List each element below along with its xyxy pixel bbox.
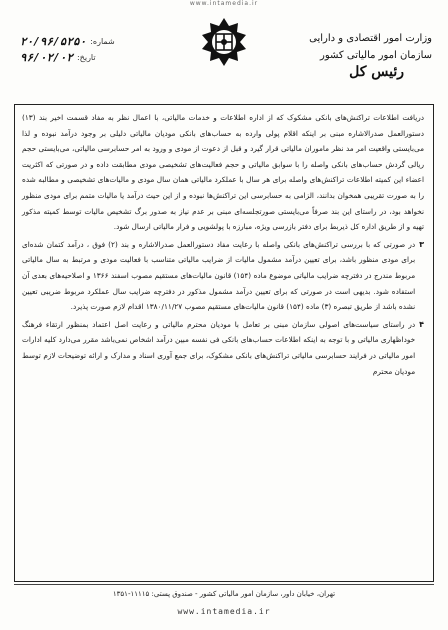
letter-date: ۹۶/۰۲/۰۲ <box>20 51 73 64</box>
date-label: تاریخ: <box>76 53 96 62</box>
numbered-item <box>22 237 424 315</box>
footer-divider <box>14 584 434 585</box>
letter-meta <box>20 34 140 66</box>
body-paragraph: دریافت اطلاعات تراکنش‌های بانکی مشکوک که از اداره اطلاعات و خدمات مالیاتی، با اعمال نظر به مفاد قسمت اخیر بند (۱۳) دستورالعمل صدرالاشاره مبنی بر اینکه اقلام پولی وارده به حساب‌های بانکی مودیان مالیاتی دلیلی بر وجود درآمد نبوده و لذا می‌بایستی واقعیت امر مد نظر ماموران مالیاتی قرار گیرد و قبل از دعوت از مودی و ورود به امر حسابرسی مالیاتی، می‌بایستی حجم ریالی گردش حساب‌های بانکی واصله را با سوابق مالیاتی و حجم فعالیت‌های تشخیصی مودی مطابقت داده و در صورتی که اکثریت اعضاء این کمیته اطلاعات تراکنش‌های واصله برای هر سال با عملکرد مالیاتی همان سال مودی و مالیات‌های تشخیصی و مطالبه شده را به صورت تقریبی همخوان بدانند، الزامی به حسابرسی این تراکنش‌ها نبوده و از این حیث درآمد یا مالیات متمم برای مودی منظور نخواهد بود، در راستای این بند صرفاً می‌بایستی صورتجلسه‌ای مبنی بر عدم نیاز به صدور برگ تشخیص مالیات توسط کمیته مذکور تهیه و از طریق اداره کل ذیربط برای دفتر بازرسی ویژه، مبارزه با پولشویی و فرار مالیاتی ارسال شود. <box>22 113 424 232</box>
letter-number: ۲۰/۹۶/۵۲۵۰ <box>20 35 87 48</box>
item-number: ۴ <box>419 319 424 329</box>
tax-organization-emblem-icon <box>196 16 252 72</box>
ministry-title-block <box>282 30 432 81</box>
footer-website: www.intamedia.ir <box>177 607 271 616</box>
item-text: در راستای سیاست‌های اصولی سازمان مبنی بر تعامل با مودیان محترم مالیاتی و رعایت اصل اعتماد بمنظور ارتقاء فرهنگ خوداظهاری مالیاتی و با توجه به اینکه اطلاعات حساب‌های بانکی فی نفسه مبین درآمد اشخاص نمی‌باشد مقرر می‌دارد کلیه ادارات امور مالیاتی در فرایند حسابرسی مالیاتی تراکنش‌های بانکی مشکوک، برای جمع آوری اسناد و مدارک و ارائه توضیحات لازم توسط مودیان محترم <box>22 319 416 376</box>
item-text: در صورتی که با بررسی تراکنش‌های بانکی واصله با رعایت مفاد دستورالعمل صدرالاشاره و بند (۲) فوق ، درآمد کتمان شده‌ای برای مودی منظور باشد، برای تعیین درآمد مشمول مالیات از ضرایب مالیاتی متناسب با فعالیت مودی و مرتبط به سال مالیاتی مربوط مندرج در دفترچه ضرایب مالیاتی موضوع ماده (۱۵۴) قانون مالیات‌های مستقیم مصوب اسفند ۱۳۶۶ و اصلاحیه‌های بعدی آن استفاده شود. بدیهی است در صورتی که برای تعیین درآمد مشمول مذکور در دفترچه ضرایب سال عملکرد مربوط ضریبی تعیین نشده باشد از طریق تبصره (۳) ماده (۱۵۴) قانون مالیات‌های مستقیم مصوب ۱۳۸۰/۱۱/۲۷ اقدام لازم صورت پذیرد. <box>22 239 416 312</box>
organization-name: سازمان امور مالیاتی کشور <box>320 50 432 61</box>
ministry-name: وزارت امور اقتصادی و دارایی <box>309 33 432 44</box>
numbered-item <box>22 317 424 379</box>
number-label: شماره: <box>90 37 115 46</box>
letterhead <box>0 8 448 98</box>
footer-address: تهران، خیابان داور، سازمان امور مالیاتی کشور - صندوق پستی: ۱۱۱۱۵-۱۳۵۱ <box>112 590 336 598</box>
signatory-title: رئیس کل <box>349 64 404 80</box>
top-watermark: www.intamedia.ir <box>189 0 259 7</box>
letter-body <box>22 110 424 381</box>
item-number: ۳ <box>419 239 424 249</box>
